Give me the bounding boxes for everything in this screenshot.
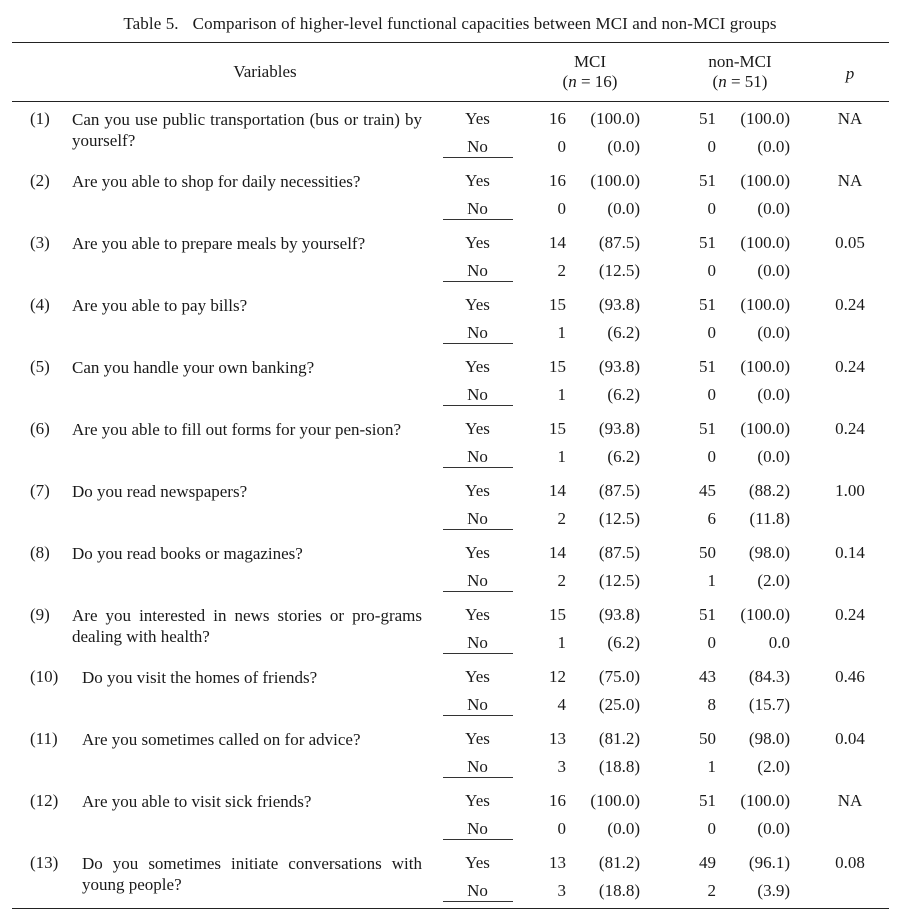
no-label: No [467, 509, 488, 528]
no-label: No [467, 261, 488, 280]
non-mci-no-percent: (0.0) [757, 261, 790, 280]
mci-yes-count: 13 [549, 729, 566, 748]
question-text: Can you handle your own banking? [72, 358, 315, 377]
non-mci-no-percent: (2.0) [757, 571, 790, 590]
yes-label: Yes [465, 543, 490, 562]
no-label: No [467, 385, 488, 404]
table-row [0, 412, 900, 474]
non-mci-no-count: 0 [707, 261, 716, 280]
mci-yes-count: 13 [549, 853, 566, 872]
non-mci-n: (n = 51) [712, 72, 768, 91]
non-mci-yes-count: 51 [699, 233, 716, 252]
non-mci-label: non-MCI [708, 52, 772, 71]
non-mci-yes-percent: (88.2) [748, 481, 790, 500]
question-text: Are you able to shop for daily necessities? [72, 172, 361, 191]
non-mci-yes-count: 51 [699, 357, 716, 376]
non-mci-no-count: 0 [707, 323, 716, 342]
mci-yes-percent: (81.2) [598, 729, 640, 748]
non-mci-no-percent: (0.0) [757, 819, 790, 838]
no-label: No [467, 199, 488, 218]
mci-yes-count: 15 [549, 419, 566, 438]
mci-no-percent: (0.0) [607, 199, 640, 218]
p-value: 0.24 [835, 295, 865, 314]
non-mci-yes-count: 51 [699, 419, 716, 438]
non-mci-no-count: 0 [707, 199, 716, 218]
p-header: p [845, 64, 855, 83]
row-number: (4) [30, 295, 50, 314]
yes-no-divider [443, 343, 513, 344]
question-text: Are you interested in news stories or pro-grams dealing with health? [72, 606, 422, 646]
table-number: Table 5. [123, 14, 179, 33]
non-mci-no-count: 1 [707, 571, 716, 590]
table-row [0, 846, 900, 908]
table-row [0, 660, 900, 722]
row-number: (11) [30, 729, 58, 748]
mci-yes-percent: (87.5) [598, 543, 640, 562]
p-value: 1.00 [835, 481, 865, 500]
non-mci-yes-count: 50 [699, 543, 716, 562]
yes-label: Yes [465, 419, 490, 438]
row-number: (1) [30, 109, 50, 128]
row-number: (12) [30, 791, 59, 810]
mci-yes-count: 16 [549, 171, 566, 190]
non-mci-yes-count: 51 [699, 109, 716, 128]
mci-no-count: 3 [557, 881, 566, 900]
mci-yes-percent: (87.5) [598, 233, 640, 252]
mci-yes-count: 15 [549, 605, 566, 624]
mci-yes-percent: (75.0) [598, 667, 640, 686]
question-text: Do you read books or magazines? [72, 544, 303, 563]
mci-no-count: 0 [557, 137, 566, 156]
non-mci-yes-percent: (100.0) [740, 109, 790, 128]
question-text: Are you able to fill out forms for your pen-sion? [72, 420, 402, 439]
mci-no-count: 0 [557, 199, 566, 218]
non-mci-no-count: 6 [707, 509, 716, 528]
non-mci-yes-percent: (100.0) [740, 605, 790, 624]
non-mci-no-percent: (0.0) [757, 199, 790, 218]
mci-no-percent: (18.8) [598, 881, 640, 900]
p-value: 0.08 [835, 853, 865, 872]
non-mci-yes-percent: (100.0) [740, 419, 790, 438]
top-rule [12, 42, 889, 43]
mci-no-count: 3 [557, 757, 566, 776]
mci-no-count: 1 [557, 323, 566, 342]
p-value: 0.14 [835, 543, 865, 562]
yes-label: Yes [465, 295, 490, 314]
non-mci-yes-count: 51 [699, 295, 716, 314]
non-mci-no-count: 0 [707, 137, 716, 156]
table-row [0, 350, 900, 412]
p-value: 0.46 [835, 667, 865, 686]
non-mci-yes-percent: (96.1) [748, 853, 790, 872]
no-label: No [467, 323, 488, 342]
mci-yes-count: 16 [549, 791, 566, 810]
yes-label: Yes [465, 171, 490, 190]
mci-yes-percent: (100.0) [590, 109, 640, 128]
p-value: NA [837, 171, 863, 190]
yes-no-divider [443, 839, 513, 840]
non-mci-yes-count: 50 [699, 729, 716, 748]
p-value: 0.24 [835, 419, 865, 438]
table-row [0, 226, 900, 288]
mci-no-count: 0 [557, 819, 566, 838]
non-mci-no-percent: (0.0) [757, 385, 790, 404]
yes-no-divider [443, 653, 513, 654]
mci-no-percent: (12.5) [598, 509, 640, 528]
non-mci-no-percent: (2.0) [757, 757, 790, 776]
mci-no-percent: (25.0) [598, 695, 640, 714]
non-mci-header [690, 52, 790, 92]
mci-no-percent: (12.5) [598, 571, 640, 590]
non-mci-no-percent: (15.7) [748, 695, 790, 714]
mci-yes-count: 16 [549, 109, 566, 128]
mci-no-percent: (6.2) [607, 385, 640, 404]
yes-label: Yes [465, 791, 490, 810]
table-row [0, 536, 900, 598]
no-label: No [467, 137, 488, 156]
yes-label: Yes [465, 357, 490, 376]
non-mci-yes-percent: (84.3) [748, 667, 790, 686]
mci-n: (n = 16) [562, 72, 618, 91]
yes-label: Yes [465, 667, 490, 686]
non-mci-no-count: 8 [707, 695, 716, 714]
question-text: Do you read newspapers? [72, 482, 248, 501]
mci-yes-percent: (87.5) [598, 481, 640, 500]
mci-no-percent: (6.2) [607, 447, 640, 466]
non-mci-yes-percent: (100.0) [740, 233, 790, 252]
mci-header [540, 52, 640, 92]
yes-no-divider [443, 405, 513, 406]
mci-yes-count: 14 [549, 233, 566, 252]
mci-yes-count: 12 [549, 667, 566, 686]
non-mci-no-percent: (0.0) [757, 137, 790, 156]
table-row [0, 784, 900, 846]
mci-no-percent: (6.2) [607, 633, 640, 652]
non-mci-yes-percent: (98.0) [748, 729, 790, 748]
yes-no-divider [443, 715, 513, 716]
non-mci-no-count: 0 [707, 385, 716, 404]
table-caption: Comparison of higher-level functional capacities between MCI and non-MCI groups [192, 14, 777, 33]
non-mci-no-percent: (3.9) [757, 881, 790, 900]
yes-no-divider [443, 591, 513, 592]
mci-no-count: 1 [557, 447, 566, 466]
p-value: 0.05 [835, 233, 865, 252]
mci-no-count: 1 [557, 385, 566, 404]
question-text: Can you use public transportation (bus or train) by yourself? [72, 110, 422, 150]
yes-label: Yes [465, 109, 490, 128]
mci-yes-count: 14 [549, 481, 566, 500]
question-text: Are you able to visit sick friends? [82, 792, 312, 811]
non-mci-yes-percent: (100.0) [740, 295, 790, 314]
p-value: 0.24 [835, 605, 865, 624]
table-row [0, 102, 900, 164]
yes-no-divider [443, 529, 513, 530]
table-row [0, 164, 900, 226]
non-mci-no-count: 1 [707, 757, 716, 776]
mci-yes-percent: (100.0) [590, 791, 640, 810]
non-mci-no-count: 0 [707, 633, 716, 652]
row-number: (2) [30, 171, 50, 190]
non-mci-yes-percent: (100.0) [740, 171, 790, 190]
non-mci-no-percent: (11.8) [749, 509, 790, 528]
yes-no-divider [443, 219, 513, 220]
row-number: (8) [30, 543, 50, 562]
yes-no-divider [443, 157, 513, 158]
p-value: 0.04 [835, 729, 865, 748]
yes-no-divider [443, 281, 513, 282]
mci-no-percent: (0.0) [607, 819, 640, 838]
mci-no-percent: (0.0) [607, 137, 640, 156]
table-row [0, 474, 900, 536]
non-mci-yes-count: 43 [699, 667, 716, 686]
yes-no-divider [443, 901, 513, 902]
non-mci-no-count: 0 [707, 447, 716, 466]
non-mci-no-percent: (0.0) [757, 447, 790, 466]
p-value: 0.24 [835, 357, 865, 376]
yes-label: Yes [465, 481, 490, 500]
question-text: Do you sometimes initiate conversations with young people? [82, 854, 422, 894]
yes-label: Yes [465, 605, 490, 624]
non-mci-yes-count: 45 [699, 481, 716, 500]
mci-no-percent: (12.5) [598, 261, 640, 280]
mci-no-percent: (18.8) [598, 757, 640, 776]
table-title [0, 14, 900, 34]
mci-yes-percent: (93.8) [598, 357, 640, 376]
question-text: Are you able to prepare meals by yourself? [72, 234, 366, 253]
yes-no-divider [443, 467, 513, 468]
mci-no-count: 4 [557, 695, 566, 714]
question-text: Are you sometimes called on for advice? [82, 730, 361, 749]
yes-label: Yes [465, 853, 490, 872]
no-label: No [467, 881, 488, 900]
no-label: No [467, 695, 488, 714]
mci-no-count: 1 [557, 633, 566, 652]
non-mci-no-count: 0 [707, 819, 716, 838]
non-mci-no-count: 2 [707, 881, 716, 900]
no-label: No [467, 819, 488, 838]
variables-header: Variables [233, 62, 297, 81]
mci-yes-count: 14 [549, 543, 566, 562]
non-mci-no-percent: (0.0) [757, 323, 790, 342]
mci-no-count: 2 [557, 571, 566, 590]
non-mci-yes-percent: (98.0) [748, 543, 790, 562]
mci-label: MCI [573, 52, 607, 71]
row-number: (10) [30, 667, 59, 686]
mci-no-count: 2 [557, 509, 566, 528]
no-label: No [467, 633, 488, 652]
non-mci-yes-count: 51 [699, 791, 716, 810]
non-mci-yes-count: 51 [699, 605, 716, 624]
mci-no-percent: (6.2) [607, 323, 640, 342]
table-row [0, 598, 900, 660]
mci-yes-percent: (93.8) [598, 295, 640, 314]
row-number: (9) [30, 605, 50, 624]
row-number: (5) [30, 357, 50, 376]
bottom-rule [12, 908, 889, 909]
no-label: No [467, 757, 488, 776]
mci-yes-count: 15 [549, 357, 566, 376]
mci-yes-percent: (100.0) [590, 171, 640, 190]
no-label: No [467, 447, 488, 466]
mci-yes-percent: (93.8) [598, 605, 640, 624]
row-number: (3) [30, 233, 50, 252]
question-text: Are you able to pay bills? [72, 296, 248, 315]
mci-yes-count: 15 [549, 295, 566, 314]
row-number: (6) [30, 419, 50, 438]
table-row [0, 288, 900, 350]
table-row [0, 722, 900, 784]
p-value: NA [837, 109, 863, 128]
question-text: Do you visit the homes of friends? [82, 668, 318, 687]
non-mci-yes-percent: (100.0) [740, 357, 790, 376]
yes-label: Yes [465, 729, 490, 748]
yes-no-divider [443, 777, 513, 778]
mci-yes-percent: (93.8) [598, 419, 640, 438]
p-value: NA [837, 791, 863, 810]
non-mci-yes-count: 49 [699, 853, 716, 872]
non-mci-yes-percent: (100.0) [740, 791, 790, 810]
yes-label: Yes [465, 233, 490, 252]
no-label: No [467, 571, 488, 590]
mci-yes-percent: (81.2) [598, 853, 640, 872]
row-number: (13) [30, 853, 59, 872]
non-mci-yes-count: 51 [699, 171, 716, 190]
non-mci-no-percent: 0.0 [768, 633, 790, 652]
mci-no-count: 2 [557, 261, 566, 280]
row-number: (7) [30, 481, 50, 500]
